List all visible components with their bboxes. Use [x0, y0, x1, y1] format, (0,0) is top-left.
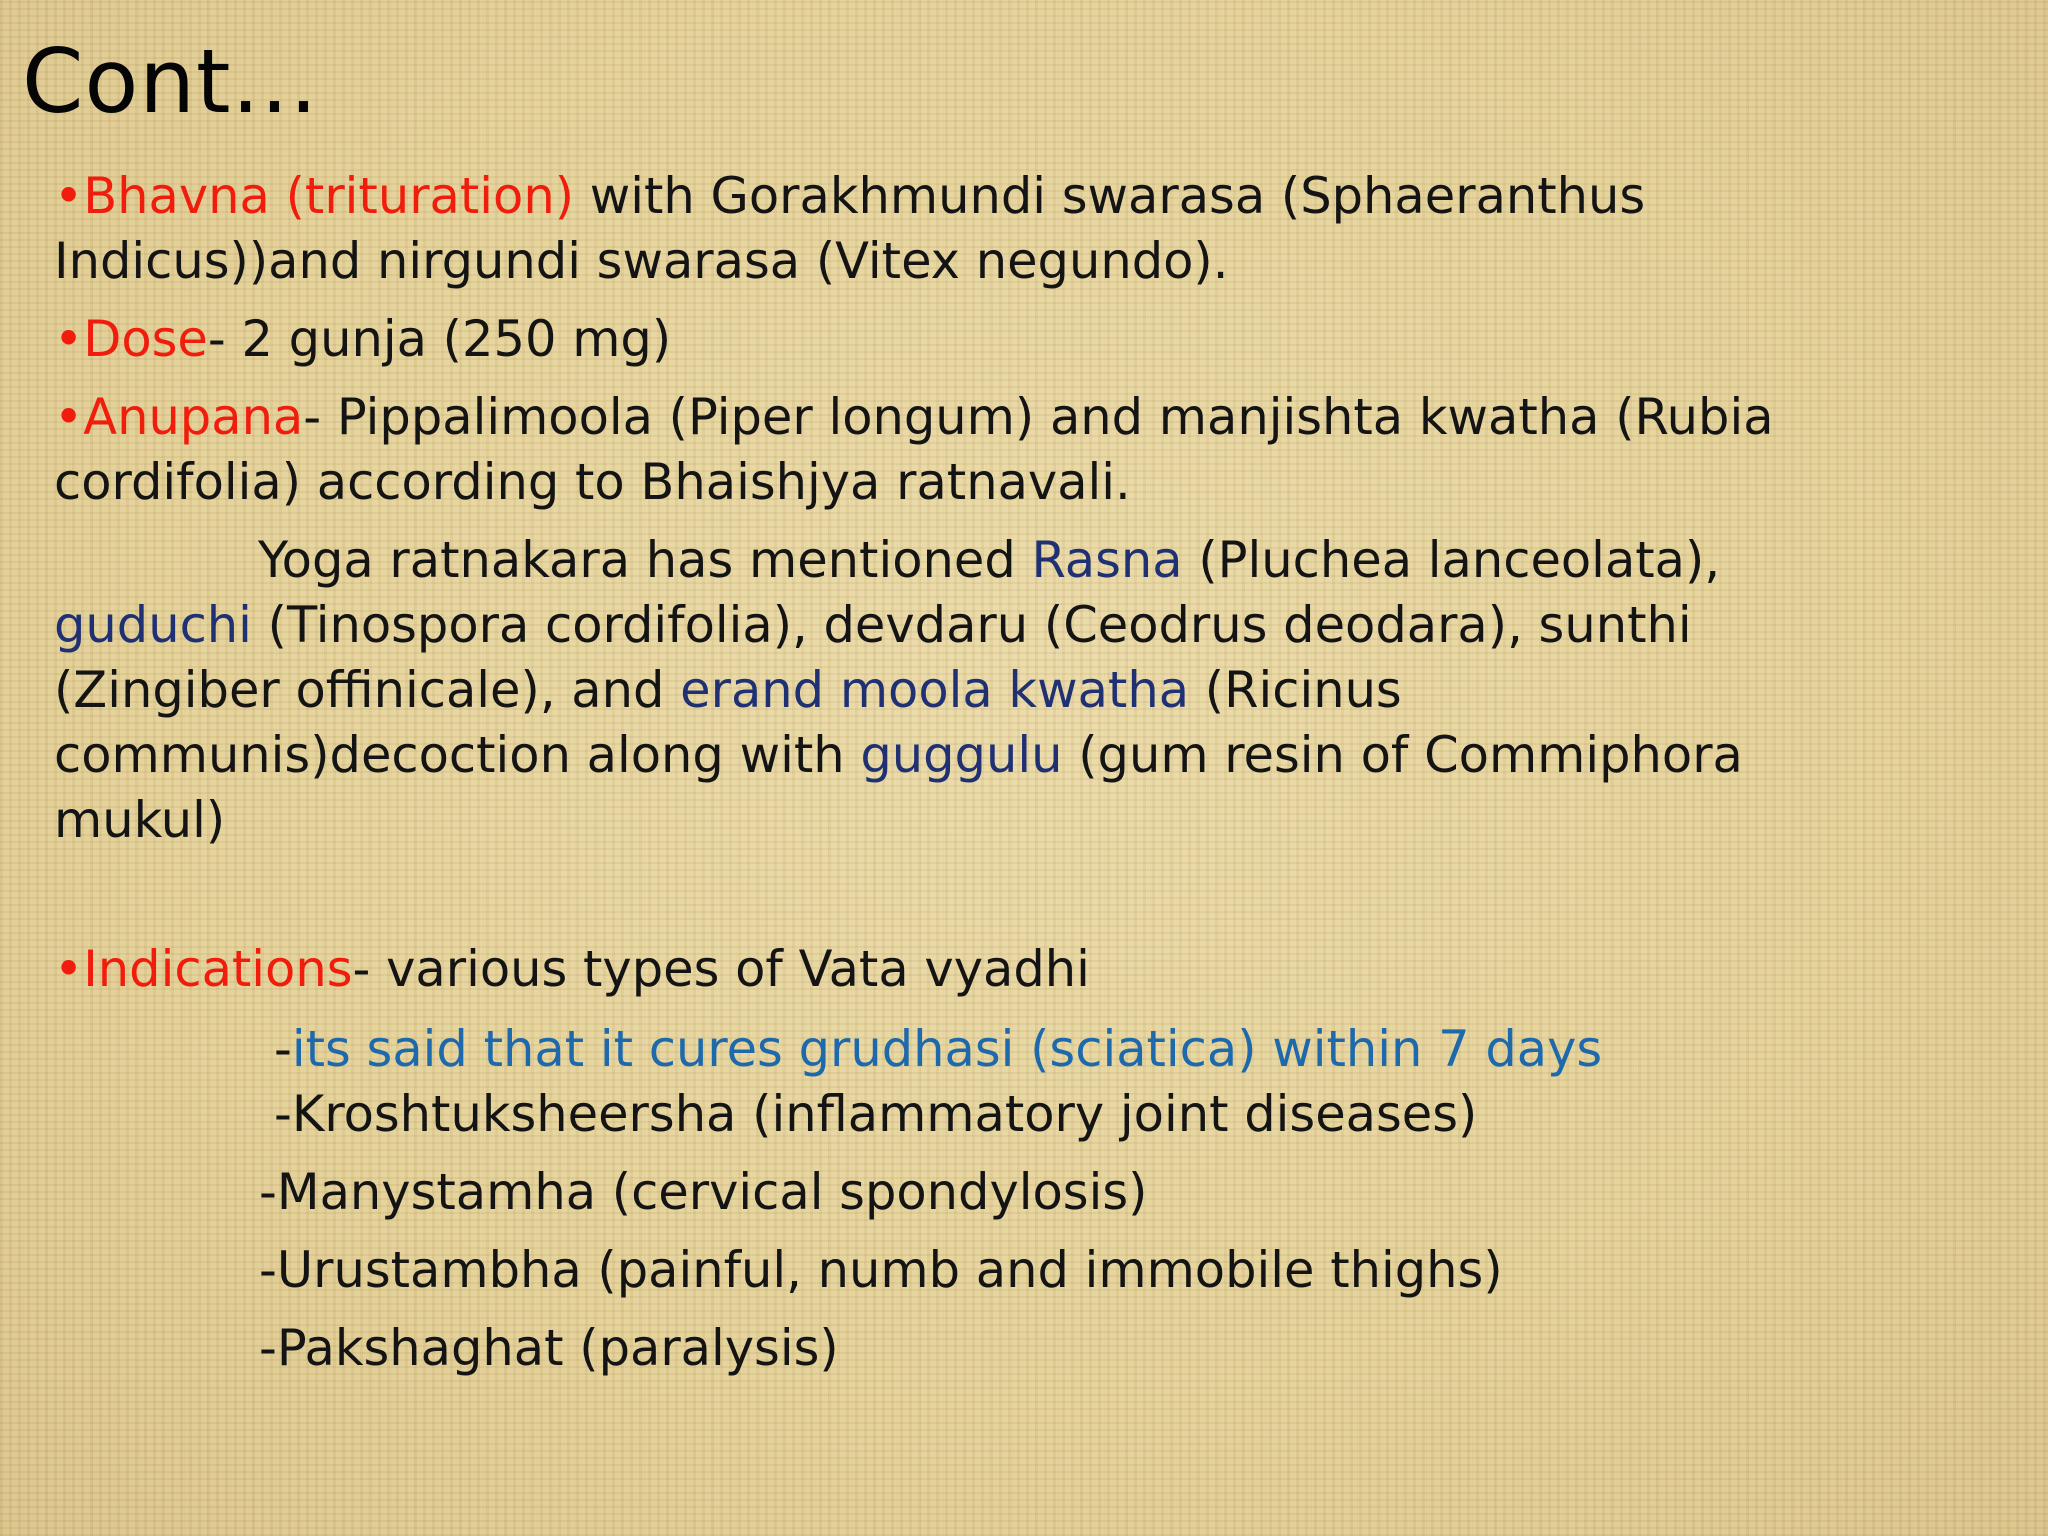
indication-sciatica — [274, 1017, 2004, 1082]
bhavna-text-line1: with Gorakhmundi swarasa (Sphaeranthus — [574, 167, 1646, 225]
herb-guggulu: guggulu — [860, 726, 1063, 784]
indication-urustambha: -Urustambha (painful, numb and immobile thighs) — [259, 1241, 1503, 1299]
indication-sciatica-text: its said that it cures grudhasi (sciatica) within 7 days — [291, 1020, 1603, 1078]
herb-rasna: Rasna — [1031, 531, 1183, 589]
indication-sub-list — [54, 1017, 2004, 1147]
indications-label: Indications — [83, 940, 353, 998]
bullet-marker: • — [54, 310, 84, 368]
indication-manystamha: -Manystamha (cervical spondylosis) — [259, 1163, 1148, 1221]
herb-erand-moola-kwatha: erand moola kwatha — [680, 661, 1190, 719]
slide-body — [54, 164, 2004, 1381]
bhavna-text-line2: Indicus))and nirgundi swarasa (Vitex negundo). — [54, 232, 1229, 290]
dose-text: - 2 gunja (250 mg) — [207, 310, 672, 368]
indications-text: - various types of Vata vyadhi — [352, 940, 1090, 998]
yoga-text: (Tinospora cordifolia), devdaru (Ceodrus deodara), sunthi — [251, 596, 1692, 654]
bullet-indications — [54, 937, 2004, 1002]
anupana-text-line1: - Pippalimoola (Piper longum) and manjishta kwatha (Rubia — [303, 388, 1774, 446]
anupana-text-line2: cordifolia) according to Bhaishjya ratnavali. — [54, 453, 1131, 511]
bullet-marker: • — [54, 167, 84, 225]
anupana-label: Anupana — [83, 388, 304, 446]
bullet-marker: • — [54, 388, 84, 446]
yoga-text: Yoga ratnakara has mentioned — [258, 531, 1032, 589]
yoga-text: (Pluchea lanceolata), — [1182, 531, 1721, 589]
slide-title: Cont... — [22, 30, 319, 133]
yoga-ratnakara-paragraph — [54, 528, 2004, 853]
bullet-anupana — [54, 385, 2004, 515]
bhavna-label: Bhavna (trituration) — [83, 167, 575, 225]
indication-pakshaghat: -Pakshaghat (paralysis) — [259, 1319, 839, 1377]
indication-kroshtuksheersha: -Kroshtuksheersha (inflammatory joint diseases) — [274, 1085, 1478, 1143]
yoga-text: mukul) — [54, 791, 226, 849]
yoga-text: (gum resin of Commiphora — [1062, 726, 1743, 784]
yoga-text: communis)decoction along with — [54, 726, 861, 784]
dose-label: Dose — [83, 310, 208, 368]
herb-guduchi: guduchi — [54, 596, 252, 654]
sub-dash: - — [274, 1020, 292, 1078]
bullet-bhavna — [54, 164, 2004, 294]
yoga-text: (Zingiber offinicale), and — [54, 661, 681, 719]
indication-sub-list-2 — [54, 1160, 2004, 1381]
bullet-dose — [54, 307, 2004, 372]
bullet-marker: • — [54, 940, 84, 998]
yoga-text: (Ricinus — [1189, 661, 1402, 719]
